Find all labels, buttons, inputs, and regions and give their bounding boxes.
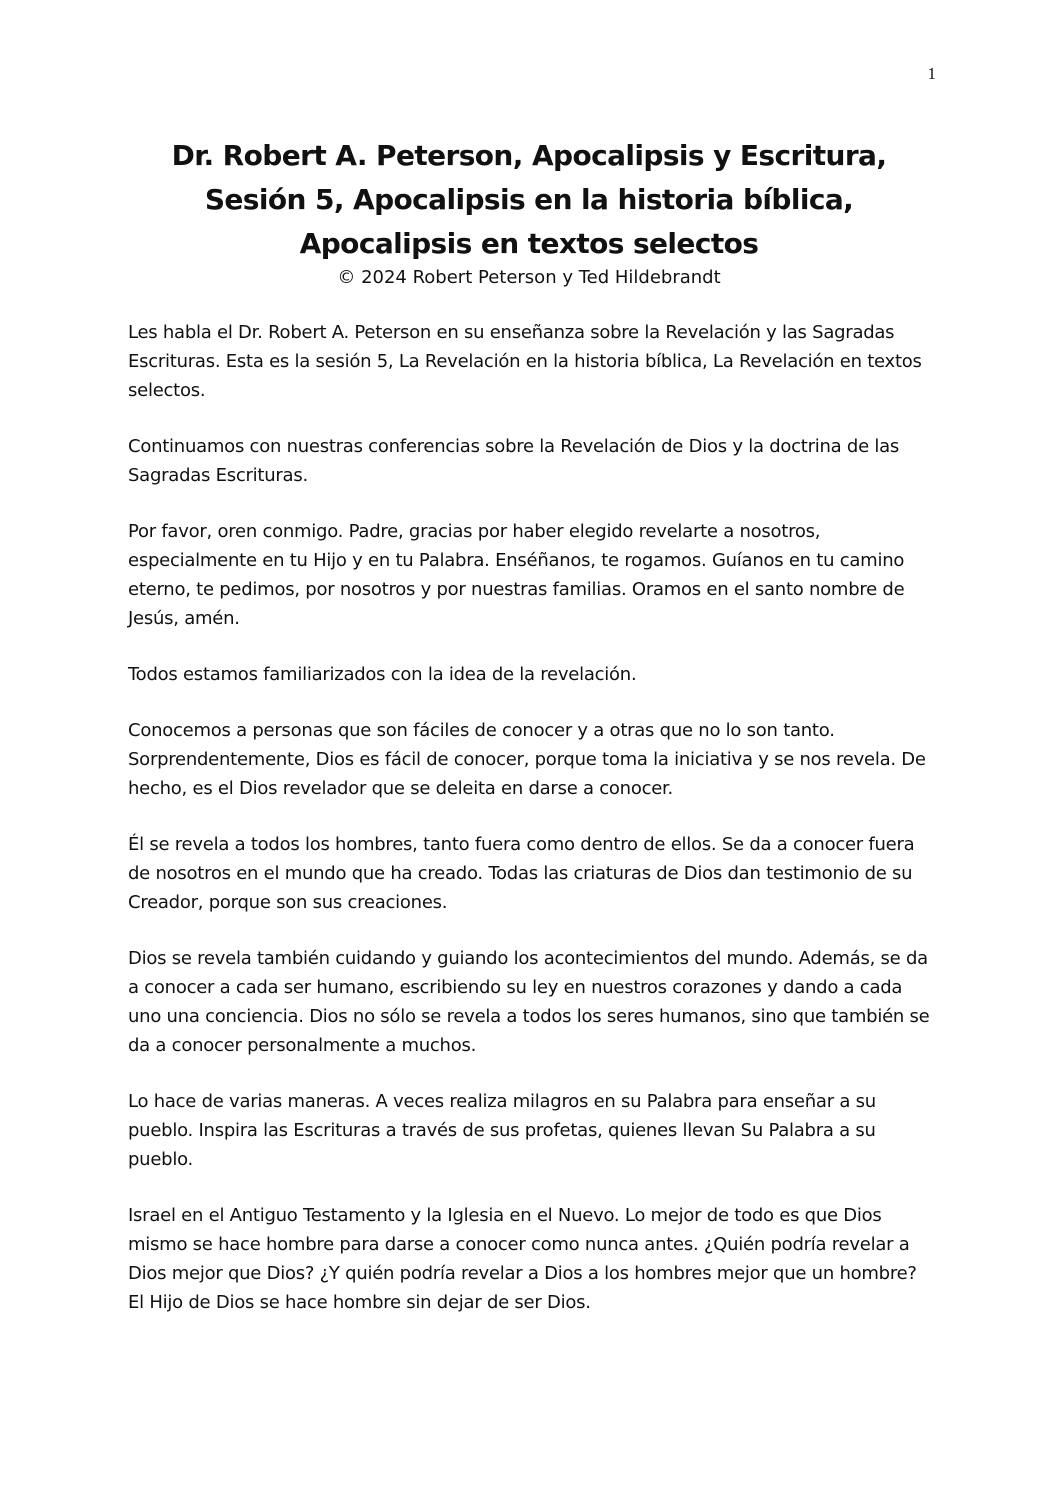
document-title-line-1: Dr. Robert A. Peterson, Apocalipsis y Escritura, [171, 139, 887, 172]
document-title-line-2: Sesión 5, Apocalipsis en la historia bíblica, [204, 183, 854, 216]
document-title-line-3: Apocalipsis en textos selectos [299, 227, 759, 260]
body-paragraph-1: Les habla el Dr. Robert A. Peterson en su enseñanza sobre la Revelación y las Sagradas Escrituras. Esta es la sesión 5, La Revelación en la historia bíblica, La Revelación en textos selectos. [128, 322, 922, 401]
body-paragraph-6: Él se revela a todos los hombres, tanto fuera como dentro de ellos. Se da a conocer fuera de nosotros en el mundo que ha creado. Todas las criaturas de Dios dan testimonio de su Creador, porque son sus creaciones. [128, 834, 915, 913]
body-paragraph-5: Conocemos a personas que son fáciles de conocer y a otras que no lo son tanto. Sorprendentemente, Dios es fácil de conocer, porque toma la iniciativa y se nos revela. De hecho, es el Dios revelador que se deleita en darse a conocer. [128, 720, 926, 799]
copyright-notice: © 2024 Robert Peterson y Ted Hildebrandt [337, 267, 721, 288]
page-number: 1 [927, 64, 936, 83]
body-paragraph-7: Dios se revela también cuidando y guiando los acontecimientos del mundo. Además, se da a conocer a cada ser humano, escribiendo su ley en nuestros corazones y dando a cada uno una conciencia. Dios no sólo se revela a todos los seres humanos, sino que también se da a conocer personalmente a muchos. [128, 948, 930, 1056]
body-paragraph-8: Lo hace de varias maneras. A veces realiza milagros en su Palabra para enseñar a su pueblo. Inspira las Escrituras a través de sus profetas, quienes llevan Su Palabra a su pueblo. [128, 1091, 876, 1170]
body-paragraph-9: Israel en el Antiguo Testamento y la Iglesia en el Nuevo. Lo mejor de todo es que Dios mismo se hace hombre para darse a conocer como nunca antes. ¿Quién podría revelar a Dios mejor que Dios? ¿Y quién podría revelar a Dios a los hombres mejor que un hombre? El Hijo de Dios se hace hombre sin dejar de ser Dios. [128, 1205, 917, 1313]
document-body [128, 318, 933, 1344]
body-paragraph-4: Todos estamos familiarizados con la idea de la revelación. [128, 664, 637, 685]
document-header [100, 134, 958, 290]
body-paragraph-3: Por favor, oren conmigo. Padre, gracias por haber elegido revelarte a nosotros, especialmente en tu Hijo y en tu Palabra. Enséñanos, te rogamos. Guíanos en tu camino eterno, te pedimos, por nosotros y por nuestras familias. Oramos en el santo nombre de Jesús, amén. [128, 521, 905, 629]
body-paragraph-2: Continuamos con nuestras conferencias sobre la Revelación de Dios y la doctrina de las Sagradas Escrituras. [128, 436, 900, 486]
